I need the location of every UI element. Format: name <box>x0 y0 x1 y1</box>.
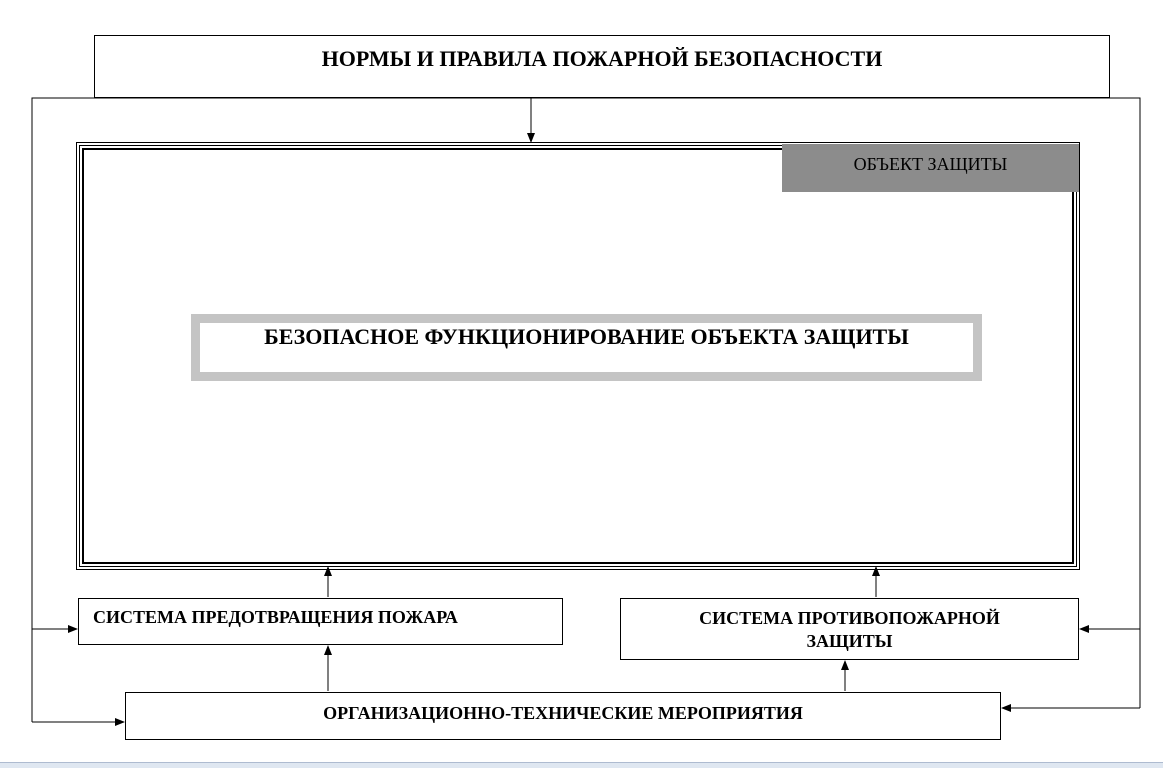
org-tech-measures-label: ОРГАНИЗАЦИОННО-ТЕХНИЧЕСКИЕ МЕРОПРИЯТИЯ <box>323 703 803 723</box>
fire-protection-system-label-line1: СИСТЕМА ПРОТИВОПОЖАРНОЙ <box>699 608 1000 628</box>
outer-feedback-line <box>32 98 1140 722</box>
safe-operation-label: БЕЗОПАСНОЕ ФУНКЦИОНИРОВАНИЕ ОБЪЕКТА ЗАЩИТЫ <box>264 324 909 349</box>
fire-protection-system-label-line2: ЗАЩИТЫ <box>806 631 893 651</box>
protected-object-label: ОБЪЕКТ ЗАЩИТЫ <box>853 154 1008 174</box>
norms-rules-title: НОРМЫ И ПРАВИЛА ПОЖАРНОЙ БЕЗОПАСНОСТИ <box>321 46 883 71</box>
window-status-strip <box>0 762 1163 768</box>
fire-prevention-system-label: СИСТЕМА ПРЕДОТВРАЩЕНИЯ ПОЖАРА <box>93 607 458 627</box>
